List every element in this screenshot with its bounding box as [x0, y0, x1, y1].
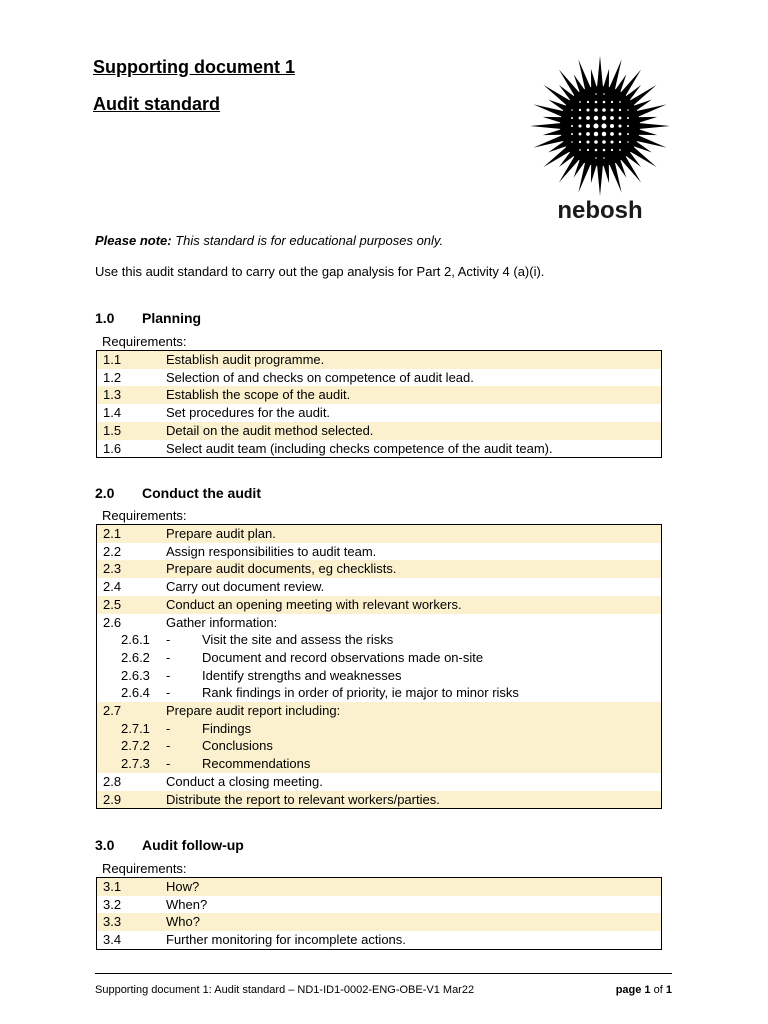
note-text: This standard is for educational purposes only.: [175, 233, 444, 248]
table-row: [97, 543, 662, 561]
table-row: [97, 755, 662, 773]
row-number: 2.6.4: [121, 685, 150, 701]
row-text: Gather information:: [166, 614, 278, 630]
row-number: 2.7.1: [121, 720, 150, 736]
table-row: [97, 614, 662, 632]
table-row: [97, 440, 662, 458]
row-text: Prepare audit documents, eg checklists.: [166, 560, 662, 578]
page-number: page 1 of 1: [615, 984, 672, 996]
section-heading: 3.0 Audit follow-up: [95, 837, 244, 853]
table-row: [97, 525, 662, 543]
row-text: Recommendations: [202, 756, 311, 772]
table-row: [97, 737, 662, 755]
row-number: 2.2: [103, 543, 122, 559]
row-text: Visit the site and assess the risks: [202, 632, 394, 648]
row-number: 2.7: [97, 702, 167, 720]
table-row: [97, 931, 662, 949]
row-number: 3.2: [103, 896, 122, 912]
row-number: 2.4: [103, 579, 122, 595]
table-row: [97, 386, 662, 404]
table-row: [97, 720, 662, 738]
row-number: 2.6: [103, 614, 122, 630]
requirements-label: Requirements:: [102, 508, 187, 523]
table-row: [97, 422, 662, 440]
row-number: 1.3: [97, 386, 167, 404]
table-row: [97, 791, 662, 809]
please-note: [95, 233, 443, 248]
row-text: Selection of and checks on competence of audit lead.: [166, 369, 474, 385]
table-row: [97, 404, 662, 422]
row-dash: -: [166, 738, 171, 754]
row-text: Detail on the audit method selected.: [166, 422, 662, 440]
row-number: 2.8: [103, 773, 122, 789]
row-text: Distribute the report to relevant workers/parties.: [166, 791, 662, 809]
row-text: When?: [166, 896, 208, 912]
row-number: 2.6.2: [121, 649, 150, 665]
table-row: [97, 913, 662, 931]
row-text: Conduct a closing meeting.: [166, 773, 323, 789]
row-text: Conduct an opening meeting with relevant workers.: [166, 596, 662, 614]
row-number: 1.6: [103, 440, 122, 456]
table-row: [97, 351, 662, 369]
section-heading: 1.0 Planning: [95, 310, 202, 326]
document-subtitle: Audit standard: [93, 94, 221, 114]
row-text: Identify strengths and weaknesses: [202, 667, 402, 683]
row-text: Set procedures for the audit.: [166, 405, 331, 421]
row-text: Findings: [202, 720, 252, 736]
row-text: Prepare audit report including:: [166, 702, 662, 720]
row-text: Further monitoring for incomplete actions.: [166, 932, 406, 948]
row-number: 2.7.3: [121, 756, 150, 772]
row-number: 1.4: [103, 405, 122, 421]
row-text: Document and record observations made on-site: [202, 649, 484, 665]
table-row: [97, 631, 662, 649]
table-row: [97, 649, 662, 667]
row-text: Select audit team (including checks competence of the audit team).: [166, 440, 553, 456]
row-dash: -: [166, 685, 171, 701]
document-title: Supporting document 1: [93, 57, 295, 77]
row-number: 3.1: [97, 878, 167, 896]
nebosh-logo: [528, 54, 672, 224]
requirements-table: [96, 524, 662, 809]
row-text: Carry out document review.: [166, 579, 325, 595]
table-row: [97, 896, 662, 914]
row-number: 2.6.1: [121, 632, 150, 648]
row-number: 2.5: [97, 596, 167, 614]
requirements-label: Requirements:: [102, 334, 187, 349]
note-label: Please note:: [95, 233, 172, 248]
row-text: Establish audit programme.: [166, 351, 662, 369]
row-number: 2.6.3: [121, 667, 150, 683]
row-text: Rank findings in order of priority, ie major to minor risks: [202, 685, 519, 701]
row-number: 2.7.2: [121, 738, 150, 754]
row-dash: -: [166, 667, 171, 683]
row-text: Conclusions: [202, 738, 273, 754]
row-number: 3.3: [97, 913, 167, 931]
requirements-table: [96, 350, 662, 458]
table-row: [97, 578, 662, 596]
row-text: Establish the scope of the audit.: [166, 386, 662, 404]
table-row: [97, 684, 662, 702]
logo-text: nebosh: [557, 197, 643, 224]
requirements-table: [96, 877, 662, 950]
row-text: Prepare audit plan.: [166, 525, 662, 543]
footer-divider: [95, 973, 672, 974]
row-number: 1.5: [97, 422, 167, 440]
row-dash: -: [166, 720, 171, 736]
row-dash: -: [166, 756, 171, 772]
row-text: Who?: [166, 913, 662, 931]
table-row: [97, 702, 662, 720]
intro-text: Use this audit standard to carry out the gap analysis for Part 2, Activity 4 (a)(i).: [95, 264, 545, 279]
row-text: How?: [166, 878, 662, 896]
table-row: [97, 667, 662, 685]
table-row: [97, 369, 662, 387]
table-row: [97, 560, 662, 578]
row-number: 3.4: [103, 932, 122, 948]
row-dash: -: [166, 632, 171, 648]
row-number: 1.2: [103, 369, 122, 385]
requirements-label: Requirements:: [102, 861, 187, 876]
row-dash: -: [166, 649, 171, 665]
table-row: [97, 773, 662, 791]
row-number: 2.3: [97, 560, 167, 578]
section-heading: 2.0 Conduct the audit: [95, 485, 261, 501]
row-number: 2.9: [97, 791, 167, 809]
row-text: Assign responsibilities to audit team.: [166, 543, 377, 559]
table-row: [97, 596, 662, 614]
table-row: [97, 878, 662, 896]
footer-text: Supporting document 1: Audit standard – ND1-ID1-0002-ENG-OBE-V1 Mar22: [95, 984, 475, 996]
row-number: 1.1: [97, 351, 167, 369]
row-number: 2.1: [97, 525, 167, 543]
